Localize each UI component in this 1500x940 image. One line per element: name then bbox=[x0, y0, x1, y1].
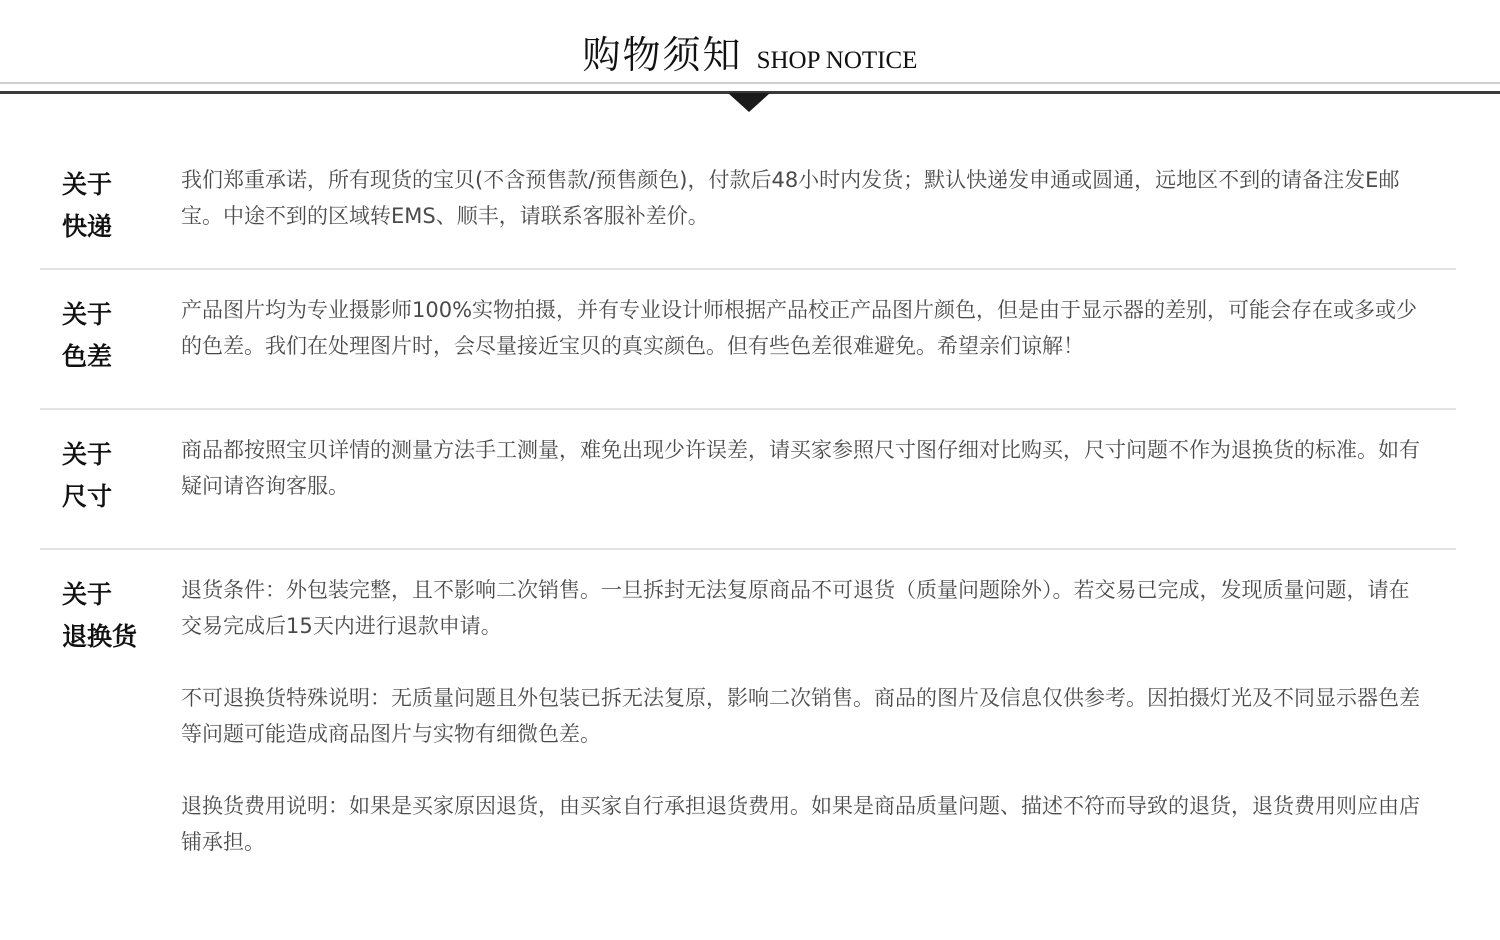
section-label bbox=[62, 164, 172, 248]
title-english: SHOP NOTICE bbox=[756, 47, 918, 74]
section-color-difference bbox=[0, 270, 1500, 410]
section-label bbox=[62, 294, 172, 378]
section-label bbox=[62, 574, 172, 658]
section-paragraph: 不可退换货特殊说明：无质量问题且外包装已拆无法复原，影响二次销售。商品的图片及信息仅供参考。因拍摄灯光及不同显示器色差等问题可能造成商品图片与实物有细微色差。 bbox=[181, 686, 1420, 746]
header-divider-thin bbox=[0, 82, 1500, 84]
section-size bbox=[0, 410, 1500, 550]
section-paragraph: 退货条件：外包装完整，且不影响二次销售。一旦拆封无法复原商品不可退货（质量问题除外）。若交易已完成，发现质量问题，请在交易完成后15天内进行退款申请。 bbox=[181, 578, 1410, 638]
section-content bbox=[181, 292, 1421, 364]
section-paragraph: 产品图片均为专业摄影师100%实物拍摄，并有专业设计师根据产品校正产品图片颜色，但是由于显示器的差别，可能会存在或多或少的色差。我们在处理图片时，会尽量接近宝贝的真实颜色。但有些色差很难避免。希望亲们谅解！ bbox=[181, 298, 1418, 358]
notice-sections bbox=[0, 140, 1500, 910]
section-label-line: 退换货 bbox=[62, 622, 138, 651]
section-paragraph: 商品都按照宝贝详情的测量方法手工测量，难免出现少许误差，请买家参照尺寸图仔细对比购买，尺寸问题不作为退换货的标准。如有疑问请咨询客服。 bbox=[181, 438, 1420, 498]
section-content bbox=[181, 432, 1421, 504]
section-label-line: 尺寸 bbox=[62, 482, 113, 511]
section-paragraph: 我们郑重承诺，所有现货的宝贝(不含预售款/预售颜色)，付款后48小时内发货；默认快递发申通或圆通，远地区不到的请备注发E邮宝。中途不到的区域转EMS、顺丰，请联系客服补差价。 bbox=[181, 168, 1400, 228]
section-label-line: 关于 bbox=[62, 580, 113, 609]
down-triangle-icon bbox=[728, 93, 770, 112]
section-paragraph: 退换货费用说明：如果是买家原因退货，由买家自行承担退货费用。如果是商品质量问题、描述不符而导致的退货，退货费用则应由店铺承担。 bbox=[181, 794, 1420, 854]
section-content bbox=[181, 572, 1421, 860]
section-shipping bbox=[0, 140, 1500, 270]
section-returns bbox=[0, 550, 1500, 910]
section-label-line: 关于 bbox=[62, 440, 113, 469]
section-content bbox=[181, 162, 1421, 234]
section-label-line: 色差 bbox=[62, 342, 113, 371]
section-label-line: 关于 bbox=[62, 170, 113, 199]
page-title bbox=[0, 24, 1500, 79]
section-label-line: 快递 bbox=[62, 212, 113, 241]
section-label-line: 关于 bbox=[62, 300, 113, 329]
title-chinese: 购物须知 bbox=[582, 33, 743, 77]
section-label bbox=[62, 434, 172, 518]
notice-header bbox=[0, 0, 1500, 120]
